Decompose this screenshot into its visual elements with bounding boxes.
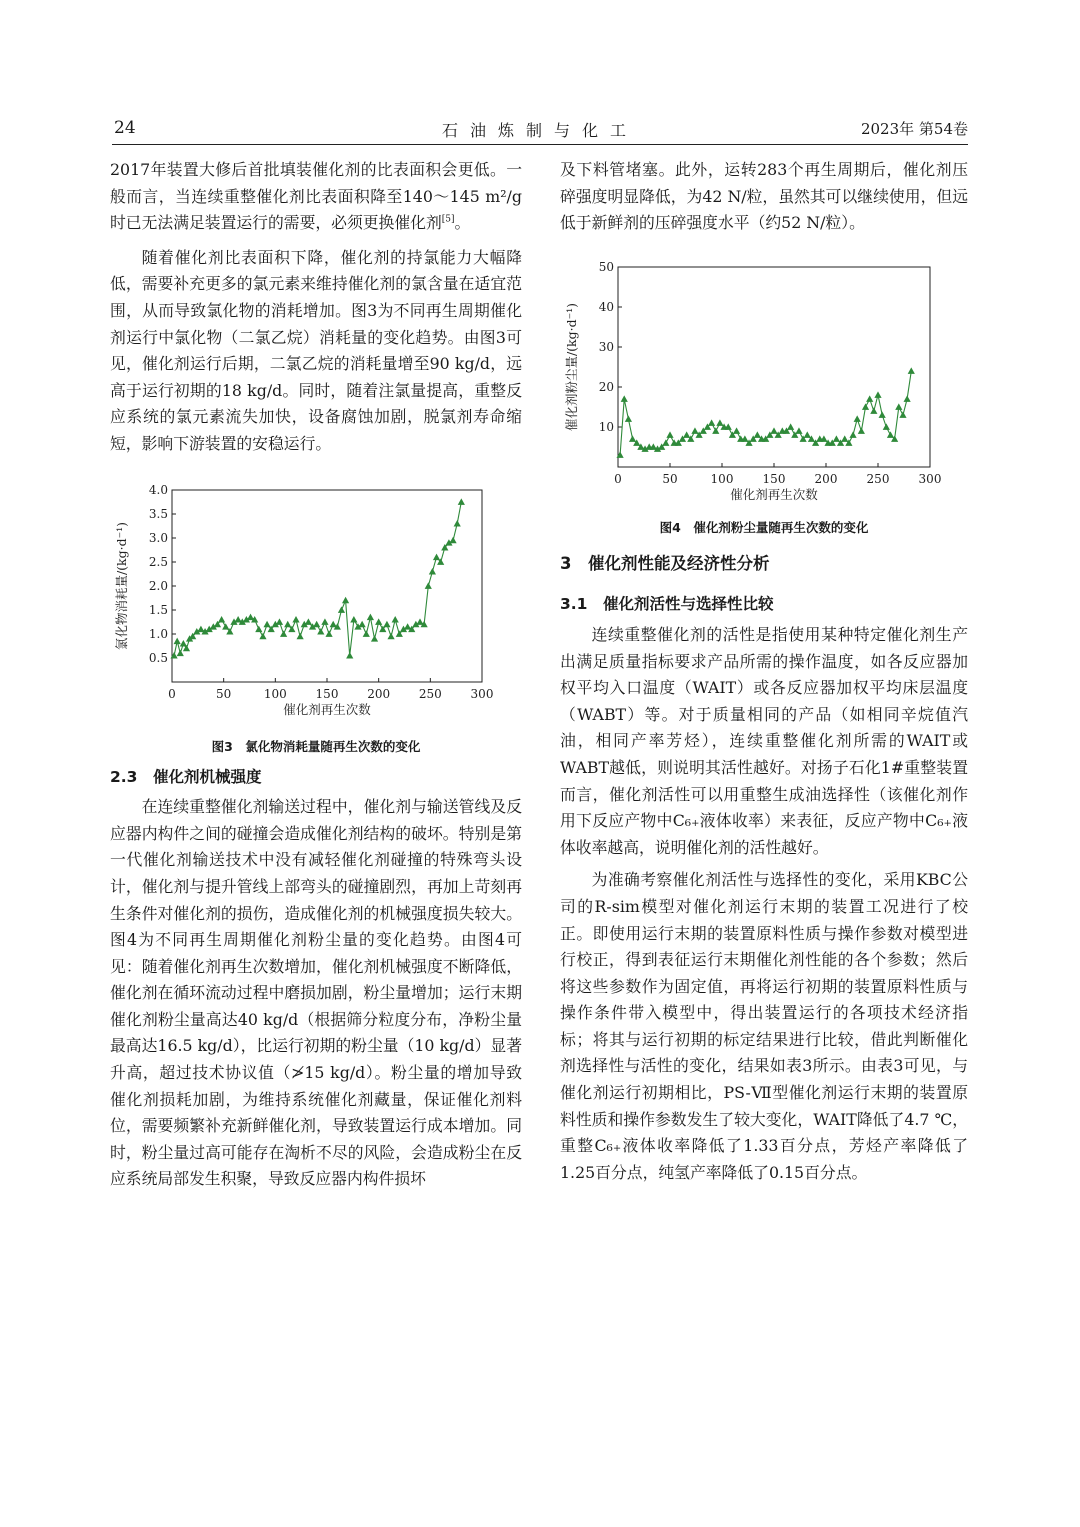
data-point — [263, 620, 270, 626]
data-point — [292, 616, 299, 622]
x-tick-label: 250 — [866, 471, 890, 486]
x-axis-label: 催化剂再生次数 — [283, 701, 371, 717]
left-column — [110, 157, 522, 1193]
data-point — [858, 427, 865, 433]
y-tick-label: 1.0 — [148, 626, 168, 641]
x-tick-label: 100 — [710, 471, 734, 486]
plot-frame — [618, 267, 930, 467]
data-point — [770, 427, 777, 433]
data-point — [691, 427, 698, 433]
x-tick-label: 50 — [662, 471, 678, 486]
data-point — [841, 435, 848, 441]
data-point — [359, 620, 366, 626]
y-axis-label: 催化剂粉尘量/(kg·d⁻¹) — [564, 302, 579, 431]
y-tick-label: 3.0 — [148, 530, 168, 545]
data-point — [454, 520, 461, 526]
data-point — [854, 415, 861, 421]
y-tick-label: 1.5 — [148, 602, 168, 617]
data-point — [383, 620, 390, 626]
data-point — [870, 407, 877, 413]
volume-info: 2023年 第54卷 — [860, 120, 968, 138]
x-tick-label: 100 — [263, 686, 287, 701]
figure-3 — [110, 478, 522, 755]
data-point — [218, 616, 225, 622]
data-point — [874, 391, 881, 397]
data-point — [387, 632, 394, 638]
page-number: 24 — [114, 118, 136, 138]
data-point — [625, 415, 632, 421]
data-point — [683, 431, 690, 437]
data-point — [754, 431, 761, 437]
data-point — [866, 395, 873, 401]
x-axis-label: 催化剂再生次数 — [730, 486, 818, 502]
data-point — [177, 649, 184, 655]
data-point — [280, 630, 287, 636]
running-header — [112, 110, 968, 145]
paragraph: 2017年装置大修后首批填装催化剂的比表面积会更低。一般而言，当连续重整催化剂比表面积降至140～145 m²/g时已无法满足装置运行的需要，必须更换催化剂[5]。 — [110, 160, 522, 233]
x-tick-label: 250 — [418, 686, 442, 701]
data-point — [313, 620, 320, 626]
x-tick-label: 0 — [168, 686, 176, 701]
data-point — [899, 411, 906, 417]
figure-caption: 图3 氯化物消耗量随再生次数的变化 — [211, 739, 421, 755]
data-point — [259, 632, 266, 638]
data-point — [375, 618, 382, 624]
plot-frame — [172, 490, 482, 682]
data-point — [392, 616, 399, 622]
section-heading: 2.3 催化剂机械强度 — [110, 767, 262, 786]
data-point — [883, 423, 890, 429]
data-point — [629, 435, 636, 441]
data-point — [458, 498, 465, 504]
data-point — [795, 427, 802, 433]
chart-chloride-consumption — [110, 478, 522, 722]
data-point — [716, 419, 723, 425]
data-point — [180, 640, 187, 646]
data-point — [849, 431, 856, 437]
paragraph: 连续重整催化剂的活性是指使用某种特定催化剂生产出满足质量指标要求产品所需的操作温度，如各反应器加权平均入口温度（WAIT）或各反应器加权平均床层温度（WABT）等。对于质量相同的产品（如相同辛烷值汽油，相同产率芳烃），连续重整催化剂所需的WAIT或WABT越低，则说明其活性越好。对扬子石化1#重整装置而言，催化剂活性可以用重整生成油选择性（该催化剂作用下反应产物中C₆₊液体收率）来表征，反应产物中C₆₊液体收率越高，说明催化剂的活性越好。 — [560, 624, 968, 857]
data-point — [222, 623, 229, 629]
y-tick-label: 4.0 — [148, 482, 168, 497]
x-tick-label: 300 — [918, 471, 942, 486]
data-point — [317, 628, 324, 634]
series-line — [174, 502, 461, 656]
data-point — [433, 553, 440, 559]
data-point — [908, 367, 915, 373]
y-tick-label: 20 — [598, 379, 614, 394]
data-point — [879, 411, 886, 417]
data-point — [804, 431, 811, 437]
data-point — [862, 403, 869, 409]
y-tick-label: 3.5 — [148, 506, 168, 521]
data-point — [363, 630, 370, 636]
citation[interactable]: [5] — [441, 214, 455, 225]
x-tick-label: 300 — [470, 686, 494, 701]
x-tick-label: 200 — [814, 471, 838, 486]
subsection-heading: 3.1 催化剂活性与选择性比较 — [560, 595, 774, 614]
data-point — [367, 613, 374, 619]
data-point — [325, 630, 332, 636]
data-point — [666, 431, 673, 437]
data-point — [342, 596, 349, 602]
data-point — [904, 395, 911, 401]
data-point — [429, 568, 436, 574]
y-tick-label: 2.5 — [148, 554, 168, 569]
right-column — [560, 157, 968, 1186]
paragraph: 及下料管堵塞。此外，运转283个再生周期后，催化剂压碎强度明显降低，为42 N/粒，虽然其可以继续使用，但远低于新鲜剂的压碎强度水平（约52 N/粒）。 — [560, 160, 968, 233]
data-point — [297, 632, 304, 638]
x-tick-label: 50 — [216, 686, 232, 701]
y-tick-label: 0.5 — [148, 650, 168, 665]
data-point — [449, 536, 456, 542]
y-tick-label: 40 — [598, 299, 614, 314]
x-tick-label: 150 — [762, 471, 786, 486]
data-point — [787, 423, 794, 429]
data-point — [350, 616, 357, 622]
data-point — [712, 427, 719, 433]
data-point — [321, 618, 328, 624]
data-point — [371, 635, 378, 641]
data-point — [733, 427, 740, 433]
y-tick-label: 50 — [598, 259, 614, 274]
data-point — [284, 620, 291, 626]
x-tick-label: 0 — [614, 471, 622, 486]
data-point — [338, 606, 345, 612]
y-tick-label: 30 — [598, 339, 614, 354]
data-point — [346, 652, 353, 658]
journal-title: 石油炼制与化工 — [441, 121, 638, 140]
figure-4 — [560, 257, 968, 536]
data-point — [276, 618, 283, 624]
y-tick-label: 2.0 — [148, 578, 168, 593]
data-point — [887, 431, 894, 437]
data-point — [662, 439, 669, 445]
data-point — [305, 618, 312, 624]
y-axis-label: 氯化物消耗量/(kg·d⁻¹) — [114, 521, 129, 650]
series-line — [620, 371, 911, 455]
figure-caption: 图4 催化剂粉尘量随再生次数的变化 — [659, 520, 869, 536]
data-point — [621, 395, 628, 401]
data-point — [425, 582, 432, 588]
y-tick-label: 10 — [598, 419, 614, 434]
data-point — [833, 435, 840, 441]
data-point — [895, 403, 902, 409]
paragraph: 在连续重整催化剂输送过程中，催化剂与输送管线及反应器内构件之间的碰撞会造成催化剂结构的破坏。特别是第一代催化剂输送技术中没有减轻催化剂碰撞的特殊弯头设计，催化剂与提升管线上部弯头的碰撞剧烈，再加上苛刻再生条件对催化剂的损伤，造成催化剂的机械强度损失较大。图4为不同再生周期催化剂粉尘量的变化趋势。由图4可见：随着催化剂再生次数增加，催化剂机械强度不断降低，催化剂在循环流动过程中磨损加剧，粉尘量增加；运行末期催化剂粉尘量高达40 kg/d（根据筛分粒度分布，净粉尘量最高达16.5 kg/d），比运行初期的粉尘量（10 kg/d）显著升高，超过技术协议值（≯15 kg/d）。粉尘量的增加导致催化剂损耗加剧，为维持系统催化剂藏量，保证催化剂料位，需要频繁补充新鲜催化剂，导致装置运行成本增加。同时，粉尘量过高可能存在淘析不尽的风险，会造成粉尘在反应系统局部发生积聚，导致反应器内构件损坏 — [110, 797, 522, 1189]
data-point — [174, 637, 181, 643]
paragraph: 为准确考察催化剂活性与选择性的变化，采用KBC公司的R-sim模型对催化剂运行末期的装置工况进行了校正。即使用运行末期的装置原料性质与操作参数对模型进行校正，得到表征运行末期催化剂性能的各个参数；然后将这些参数作为固定值，再将运行初期的装置原料性质与操作条件带入模型中，得出装置运行的各项技术经济指标；将其与运行初期的标定结果进行比较，借此判断催化剂选择性与活性的变化，结果如表3所示。由表3可见，与催化剂运行初期相比，PS-Ⅶ型催化剂运行末期的装置原料性质和操作参数发生了较大变化，WAIT降低了4.7 ℃，重整C₆₊液体收率降低了1.33百分点，芳烃产率降低了1.25百分点，纯氢产率降低了0.15百分点。 — [560, 870, 968, 1182]
paragraph: 随着催化剂比表面积下降，催化剂的持氯能力大幅降低，需要补充更多的氯元素来维持催化剂的氯含量在适宜范围，从而导致氯化物的消耗增加。图3为不同再生周期催化剂运行中氯化物（二氯乙烷）消耗量的变化趋势。由图3可见，催化剂运行后期，二氯乙烷的消耗量增至90 kg/d，远高于运行初期的18 kg/d。同时，随着注氯量提高，重整反应系统的氯元素流失加快，设备腐蚀加剧，脱氯剂寿命缩短，影响下游装置的安稳运行。 — [110, 247, 522, 453]
chart-catalyst-dust — [560, 257, 968, 507]
section-heading: 3 催化剂性能及经济性分析 — [560, 553, 770, 573]
data-point — [708, 419, 715, 425]
x-tick-label: 150 — [315, 686, 339, 701]
x-tick-label: 200 — [367, 686, 391, 701]
data-point — [255, 625, 262, 631]
